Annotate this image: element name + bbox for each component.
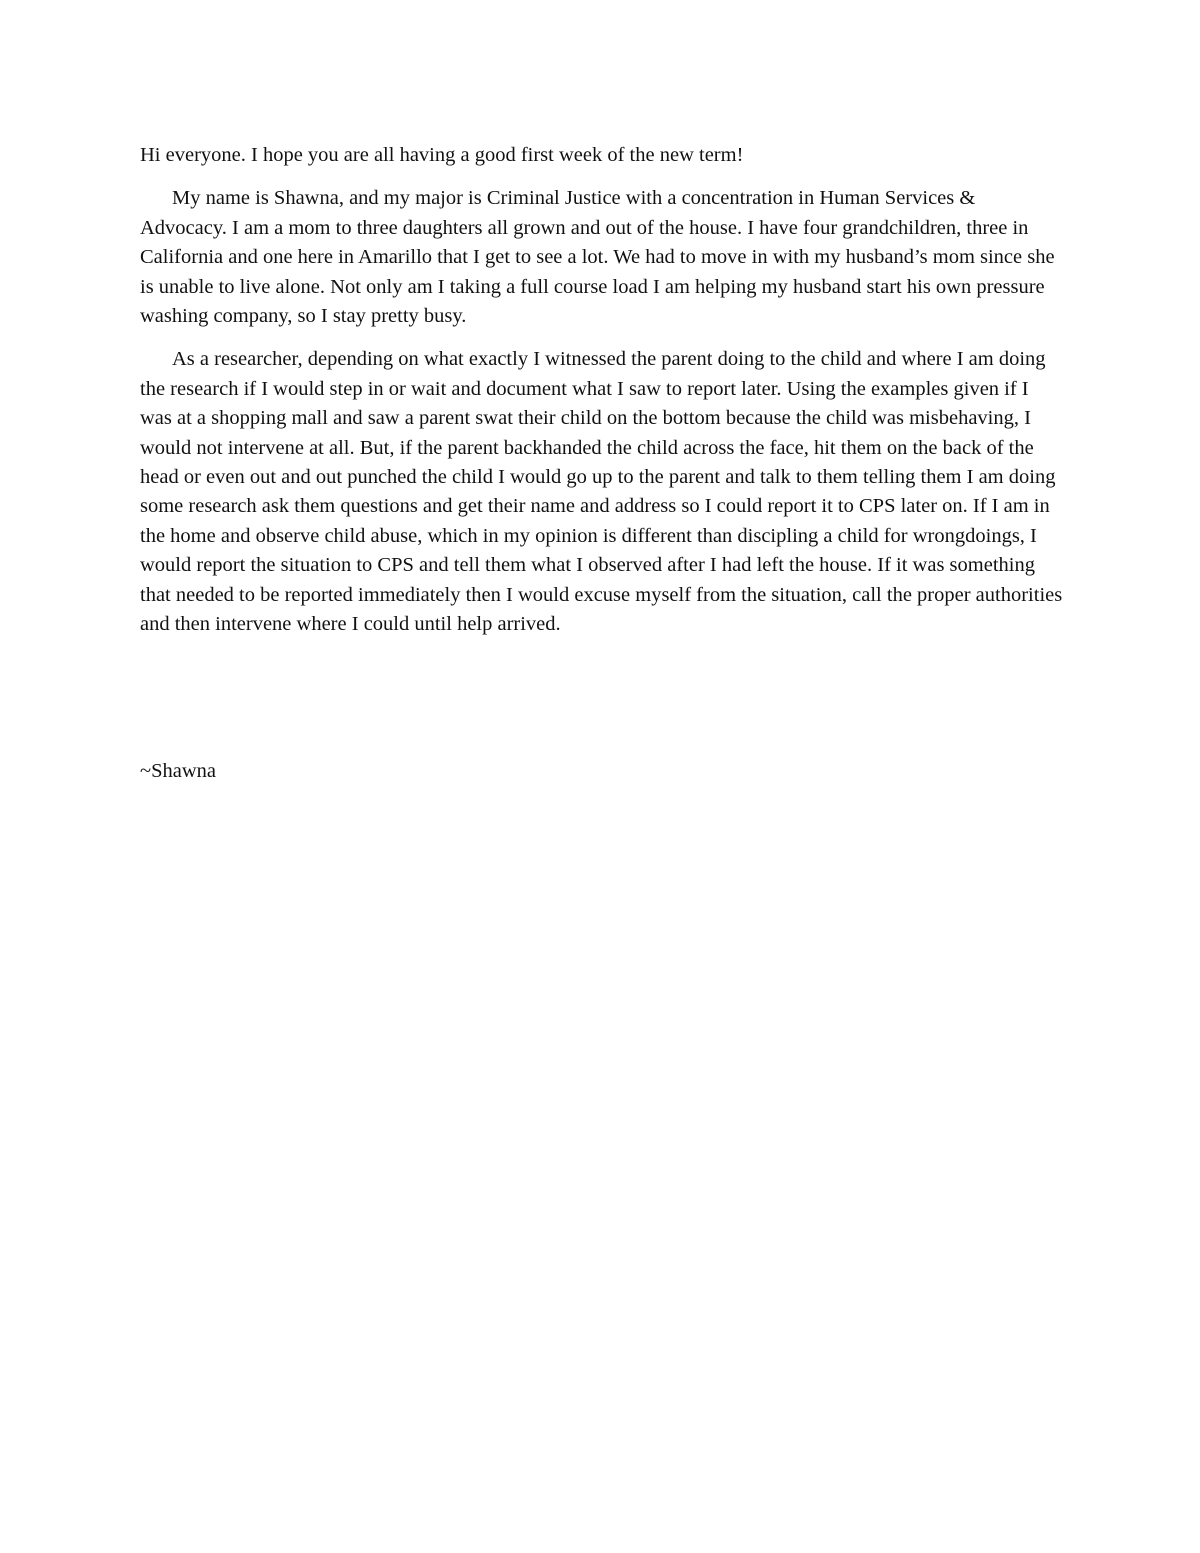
signature: ~Shawna — [140, 760, 216, 782]
document-body — [140, 141, 1065, 654]
greeting-text: Hi everyone. I hope you are all having a good first week of the new term! — [140, 144, 744, 166]
intro-paragraph: My name is Shawna, and my major is Criminal Justice with a concentration in Human Services & Advocacy. I am a mom to three daughters all grown and out of the house. I have four grandchildren, three in California and one here in Amarillo that I get to see a lot. We had to move in with my husband’s mom since she is unable to live alone. Not only am I taking a full course load I am helping my husband start his own pressure washing company, so I stay pretty busy. — [140, 187, 1055, 328]
research-paragraph: As a researcher, depending on what exactly I witnessed the parent doing to the child and where I am doing the research if I would step in or wait and document what I saw to report later. Using the examples given if I was at a shopping mall and saw a parent swat their child on the bottom because the child was misbehaving, I would not intervene at all. But, if the parent backhanded the child across the face, hit them on the back of the head or even out and out punched the child I would go up to the parent and talk to them telling them I am doing some research ask them questions and get their name and address so I could report it to CPS later on. If I am in the home and observe child abuse, which in my opinion is different than discipling a child for wrongdoings, I would report the situation to CPS and tell them what I observed after I had left the house. If it was something that needed to be reported immediately then I would excuse myself from the situation, call the proper authorities and then intervene where I could until help arrived. — [140, 348, 1063, 636]
